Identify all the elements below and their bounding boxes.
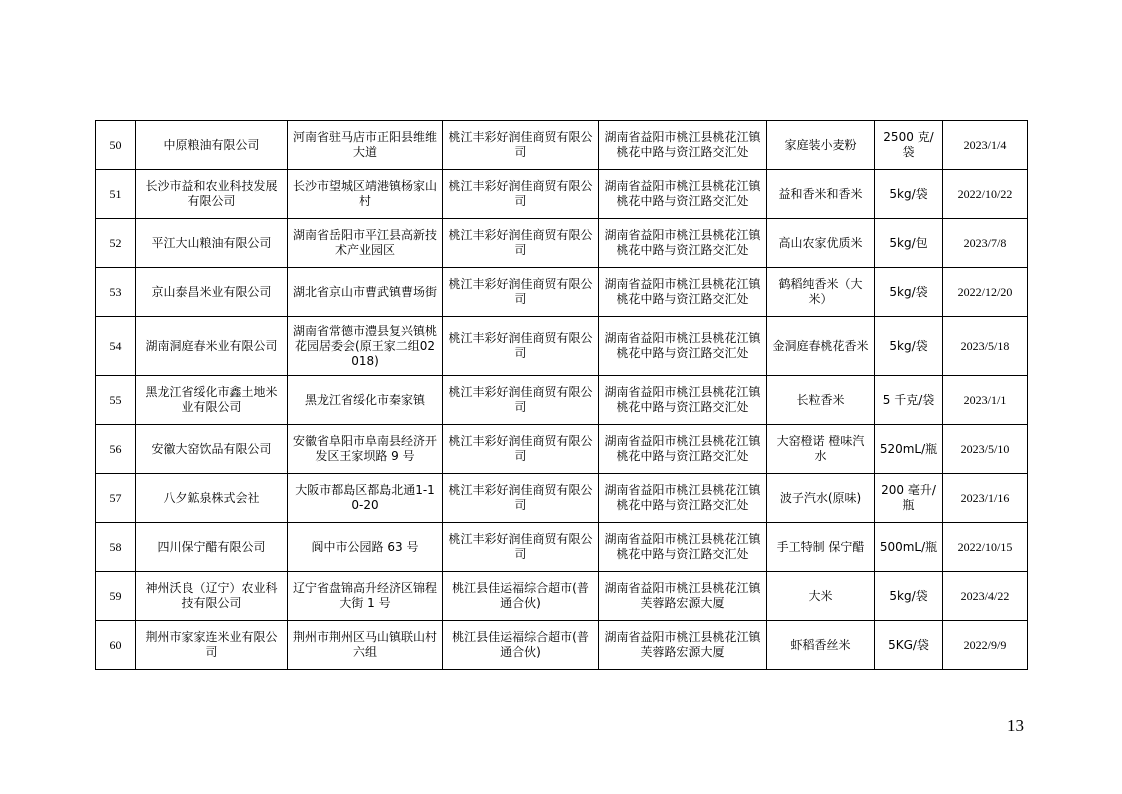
production-date: 2023/5/10 [943,425,1028,474]
product-name: 长粒香米 [767,376,875,425]
seller-name: 桃江丰彩好润佳商贸有限公司 [443,170,599,219]
seller-address: 湖南省益阳市桃江县桃花江镇桃花中路与资江路交汇处 [599,474,767,523]
row-number: 52 [96,219,136,268]
production-date: 2023/1/1 [943,376,1028,425]
product-spec: 500mL/瓶 [875,523,943,572]
seller-name: 桃江丰彩好润佳商贸有限公司 [443,219,599,268]
row-number: 55 [96,376,136,425]
producer-name: 平江大山粮油有限公司 [136,219,288,268]
producer-name: 京山泰昌米业有限公司 [136,268,288,317]
seller-address: 湖南省益阳市桃江县桃花江镇桃花中路与资江路交汇处 [599,121,767,170]
table-row [96,621,1028,670]
producer-address: 黑龙江省绥化市秦家镇 [288,376,443,425]
table-row [96,523,1028,572]
product-spec: 5kg/包 [875,219,943,268]
producer-name: 中原粮油有限公司 [136,121,288,170]
producer-name: 黑龙江省绥化市鑫土地米业有限公司 [136,376,288,425]
seller-address: 湖南省益阳市桃江县桃花江镇芙蓉路宏源大厦 [599,572,767,621]
producer-name: 八夕鉱泉株式会社 [136,474,288,523]
table-row [96,268,1028,317]
seller-name: 桃江丰彩好润佳商贸有限公司 [443,376,599,425]
product-spec: 5kg/袋 [875,572,943,621]
table-row [96,121,1028,170]
row-number: 51 [96,170,136,219]
table-body [96,121,1028,670]
product-name: 高山农家优质米 [767,219,875,268]
production-date: 2022/12/20 [943,268,1028,317]
product-name: 家庭装小麦粉 [767,121,875,170]
seller-name: 桃江丰彩好润佳商贸有限公司 [443,425,599,474]
producer-address: 辽宁省盘锦高升经济区锦程大街 1 号 [288,572,443,621]
row-number: 50 [96,121,136,170]
production-date: 2023/4/22 [943,572,1028,621]
production-date: 2022/9/9 [943,621,1028,670]
production-date: 2023/7/8 [943,219,1028,268]
seller-address: 湖南省益阳市桃江县桃花江镇桃花中路与资江路交汇处 [599,376,767,425]
producer-address: 湖南省常德市澧县复兴镇桃花园居委会(原王家二组02018) [288,317,443,376]
table-row [96,474,1028,523]
row-number: 54 [96,317,136,376]
production-date: 2023/1/16 [943,474,1028,523]
product-name: 金洞庭春桃花香米 [767,317,875,376]
product-spec: 5kg/袋 [875,268,943,317]
product-name: 益和香米和香米 [767,170,875,219]
product-spec: 2500 克/袋 [875,121,943,170]
product-name: 鹤稻纯香米（大米） [767,268,875,317]
producer-address: 荆州市荆州区马山镇联山村六组 [288,621,443,670]
seller-address: 湖南省益阳市桃江县桃花江镇芙蓉路宏源大厦 [599,621,767,670]
seller-name: 桃江丰彩好润佳商贸有限公司 [443,523,599,572]
row-number: 57 [96,474,136,523]
product-spec: 520mL/瓶 [875,425,943,474]
producer-address: 长沙市望城区靖港镇杨家山村 [288,170,443,219]
producer-name: 安徽大窑饮品有限公司 [136,425,288,474]
producer-address: 大阪市都島区都島北通1-10-20 [288,474,443,523]
product-name: 大米 [767,572,875,621]
producer-name: 长沙市益和农业科技发展有限公司 [136,170,288,219]
seller-name: 桃江丰彩好润佳商贸有限公司 [443,268,599,317]
table-row [96,219,1028,268]
production-date: 2022/10/15 [943,523,1028,572]
seller-address: 湖南省益阳市桃江县桃花江镇桃花中路与资江路交汇处 [599,317,767,376]
seller-name: 桃江县佳运福综合超市(普通合伙) [443,621,599,670]
product-spec: 200 毫升/瓶 [875,474,943,523]
seller-name: 桃江丰彩好润佳商贸有限公司 [443,474,599,523]
row-number: 59 [96,572,136,621]
product-name: 大窑橙诺 橙味汽水 [767,425,875,474]
seller-address: 湖南省益阳市桃江县桃花江镇桃花中路与资江路交汇处 [599,219,767,268]
row-number: 56 [96,425,136,474]
product-table [95,120,1028,670]
producer-address: 湖北省京山市曹武镇曹场街 [288,268,443,317]
seller-address: 湖南省益阳市桃江县桃花江镇桃花中路与资江路交汇处 [599,523,767,572]
table-row [96,425,1028,474]
row-number: 58 [96,523,136,572]
table-row [96,376,1028,425]
seller-name: 桃江丰彩好润佳商贸有限公司 [443,121,599,170]
seller-name: 桃江丰彩好润佳商贸有限公司 [443,317,599,376]
production-date: 2023/5/18 [943,317,1028,376]
product-spec: 5kg/袋 [875,170,943,219]
product-name: 波子汽水(原味) [767,474,875,523]
producer-address: 阆中市公园路 63 号 [288,523,443,572]
producer-name: 神州沃良（辽宁）农业科技有限公司 [136,572,288,621]
product-name: 手工特制 保宁醋 [767,523,875,572]
row-number: 53 [96,268,136,317]
producer-address: 河南省驻马店市正阳县维维大道 [288,121,443,170]
row-number: 60 [96,621,136,670]
seller-name: 桃江县佳运福综合超市(普通合伙) [443,572,599,621]
table-row [96,170,1028,219]
production-date: 2023/1/4 [943,121,1028,170]
page-number: 13 [1007,716,1024,735]
product-spec: 5 千克/袋 [875,376,943,425]
seller-address: 湖南省益阳市桃江县桃花江镇桃花中路与资江路交汇处 [599,170,767,219]
product-name: 虾稻香丝米 [767,621,875,670]
producer-name: 四川保宁醋有限公司 [136,523,288,572]
producer-name: 荆州市家家连米业有限公司 [136,621,288,670]
producer-name: 湖南洞庭春米业有限公司 [136,317,288,376]
producer-address: 安徽省阜阳市阜南县经济开发区王家坝路 9 号 [288,425,443,474]
table-row [96,572,1028,621]
product-spec: 5kg/袋 [875,317,943,376]
seller-address: 湖南省益阳市桃江县桃花江镇桃花中路与资江路交汇处 [599,268,767,317]
producer-address: 湖南省岳阳市平江县高新技术产业园区 [288,219,443,268]
seller-address: 湖南省益阳市桃江县桃花江镇桃花中路与资江路交汇处 [599,425,767,474]
table-row [96,317,1028,376]
product-spec: 5KG/袋 [875,621,943,670]
production-date: 2022/10/22 [943,170,1028,219]
